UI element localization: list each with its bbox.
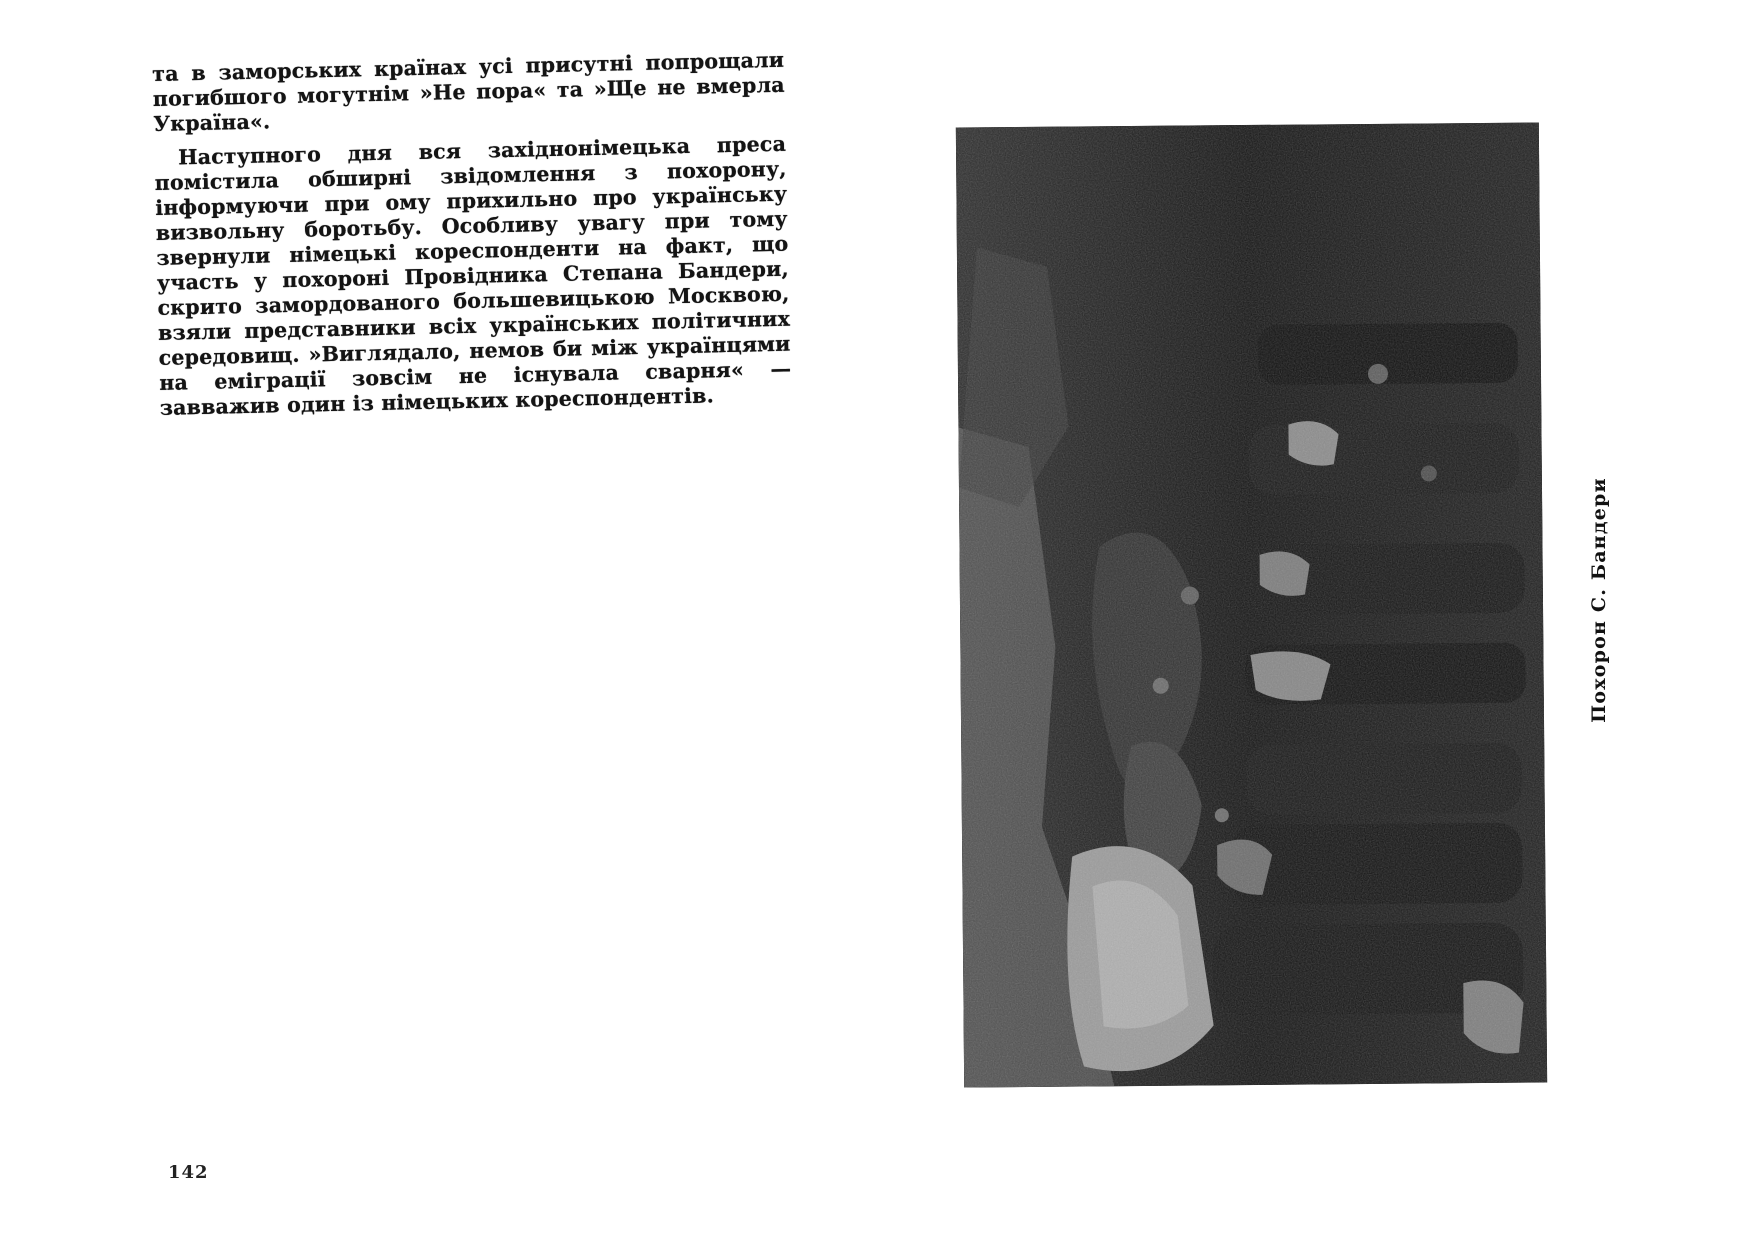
paragraph-2: Наступного дня вся західнонімецька преса помістила обширні звідомлення з похорону, інформуючи при ому прихильно про українську визвольну боротьбу. Особливу увагу при тому звернули німецькі кореспонденти на факт, що участь у похороні Провідника Степана Бандери, скрито замордованого большевицькою Москвою, взяли представники всіх українських політичних середовищ. »Виглядало, немов би між українцями на еміграції зовсім не існувала сварня« — завважив один із німецьких кореспондентів. [154, 131, 792, 420]
funeral-photo [956, 122, 1547, 1087]
page-number: 142 [168, 1162, 209, 1183]
photo-caption [1585, 477, 1613, 723]
body-text [152, 48, 792, 430]
paragraph-1: та в заморських країнах усі присутні попрощали погибшого могутнім »Не пора« та »Ще не вмерла Україна«. [152, 47, 785, 136]
photo-caption-text: Похорон С. Бандери [1588, 477, 1610, 723]
